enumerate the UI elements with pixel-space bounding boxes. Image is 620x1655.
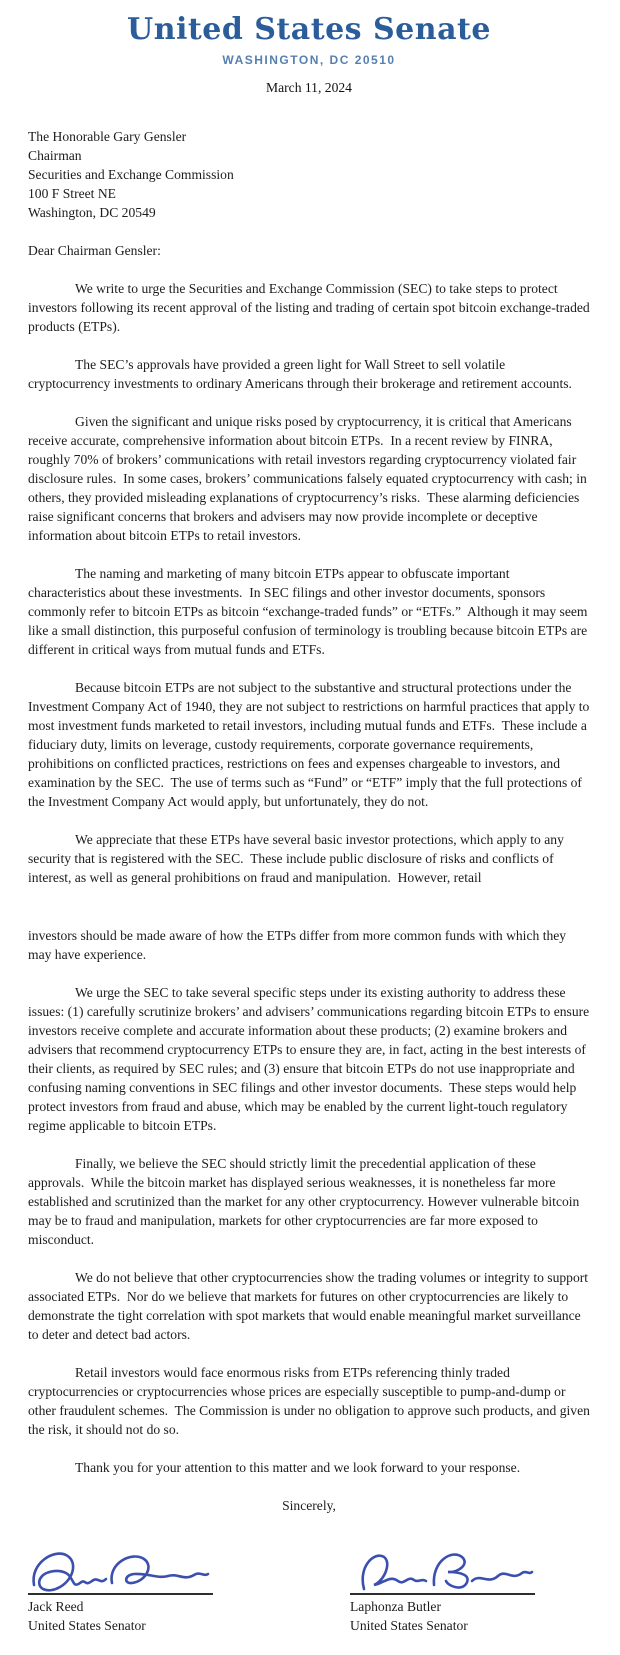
letterhead-address: WASHINGTON, DC 20510 [222, 53, 396, 67]
body-paragraph-8: Finally, we believe the SEC should strictly limit the precedential application of these approvals. While the bitcoin market has displayed serious weaknesses, it is nonetheless far more established and scrutinized than the market for any other cryptocurrency. However vulnerable bitcoin may be to fraud and manipulation, markets for other cryptocurrencies are far more exposed to misconduct. [28, 1156, 583, 1247]
letterhead-title: United States Senate [127, 12, 491, 47]
recipient-block [28, 127, 590, 222]
signature-line [350, 1593, 535, 1595]
recipient-street: 100 F Street NE [28, 186, 116, 201]
body-paragraph-thanks: Thank you for your attention to this matter and we look forward to your response. [75, 1460, 521, 1475]
signer-title: United States Senator [28, 1618, 146, 1633]
recipient-organization: Securities and Exchange Commission [28, 167, 234, 182]
body-paragraph-3: Given the significant and unique risks posed by cryptocurrency, it is critical that Americans receive accurate, comprehensive information about bitcoin ETPs. In a recent review by FINRA, roughly 70% of brokers’ communications with retail investors regarding cryptocurrency violated fair disclosure rules. In some cases, brokers’ communications falsely equated cryptocurrency with cash; in others, they provided misleading explanations of cryptocurrency’s risks. These alarming deficiencies raise significant concerns that brokers and advisers may now provide incomplete or deceptive information about bitcoin ETPs to retail investors. [28, 414, 591, 543]
letterhead [28, 12, 590, 96]
signer-name: Laphonza Butler [350, 1599, 441, 1614]
body-paragraph-6-continued: investors should be made aware of how the ETPs differ from more common funds with which they may have experience. [28, 928, 570, 962]
body-paragraph-6: We appreciate that these ETPs have several basic investor protections, which apply to any security that is registered with the SEC. These include public disclosure of risks and conflicts of interest, as well as general prohibitions on fraud and manipulation. However, retail [28, 832, 568, 885]
page-break-gap [28, 887, 590, 907]
recipient-title: Chairman [28, 148, 82, 163]
body-paragraph-9: We do not believe that other cryptocurrencies show the trading volumes or integrity to support associated ETPs. Nor do we believe that markets for futures on other cryptocurrencies are likely to demonstrate the tight correlation with spot markets that would enable meaningful market surveillance to deter and detect bad actors. [28, 1270, 592, 1342]
body-paragraph-10: Retail investors would face enormous risks from ETPs referencing thinly traded cryptocurrencies or cryptocurrencies whose prices are especially susceptible to pump-and-dump or other fraudulent schemes. The Commission is under no obligation to approve such products, and given the risk, it should not do so. [28, 1365, 594, 1437]
body-paragraph-5: Because bitcoin ETPs are not subject to the substantive and structural protections under the Investment Company Act of 1940, they are not subject to restrictions on harmful practices that apply to most investment funds marketed to retail investors, including mutual funds and ETFs. These include a fiduciary duty, limits on leverage, custody requirements, corporate governance requirements, prohibitions on conflicted practices, restrictions on fees and expenses chargeable to investors, and examination by the SEC. The use of terms such as “Fund” or “ETF” imply that the full protections of the Investment Company Act would apply, but unfortunately, they do not. [28, 680, 593, 809]
signature-jack-reed [28, 1543, 213, 1635]
body-paragraph-7: We urge the SEC to take several specific steps under its existing authority to address these issues: (1) carefully scrutinize brokers’ and advisers’ communications regarding bitcoin ETPs to ensure investors receive complete and accurate information about these products; (2) examine brokers and advisers that recommend cryptocurrency ETPs to ensure they are, in fact, acting in the best interests of their clients, as required by SEC rules; and (3) ensure that bitcoin ETPs do not use inappropriate and confusing naming conventions in SEC filings and other investor documents. These steps would help protect investors from fraud and abuse, which may be enabled by the current light-touch regulatory regime applicable to bitcoin ETPs. [28, 985, 593, 1133]
signer-title: United States Senator [350, 1618, 468, 1633]
letter-body [28, 127, 594, 1635]
body-paragraph-4: The naming and marketing of many bitcoin ETPs appear to obfuscate important characteristics about these investments. In SEC filings and other investor documents, sponsors commonly refer to bitcoin ETPs as bitcoin “exchange-traded funds” or “ETFs.” Although it may seem like a small distinction, this purposeful confusion of terminology is troubling because bitcoin ETPs are different in critical ways from mutual funds and ETFs. [28, 566, 591, 657]
valediction: Sincerely, [282, 1498, 336, 1513]
body-paragraph-2: The SEC’s approvals have provided a green light for Wall Street to sell volatile cryptocurrency investments to ordinary Americans through their brokerage and retirement accounts. [28, 357, 572, 391]
recipient-name: The Honorable Gary Gensler [28, 129, 187, 144]
signature-block [28, 1543, 590, 1635]
salutation: Dear Chairman Gensler: [28, 243, 161, 258]
signature-laphonza-butler [350, 1543, 535, 1635]
recipient-city: Washington, DC 20549 [28, 205, 156, 220]
signer-name: Jack Reed [28, 1599, 84, 1614]
body-paragraph-1: We write to urge the Securities and Exchange Commission (SEC) to take steps to protect investors following its recent approval of the listing and trading of certain spot bitcoin exchange-traded products (ETPs). [28, 281, 594, 334]
signature-line [28, 1593, 213, 1595]
letter-date: March 11, 2024 [266, 80, 352, 95]
